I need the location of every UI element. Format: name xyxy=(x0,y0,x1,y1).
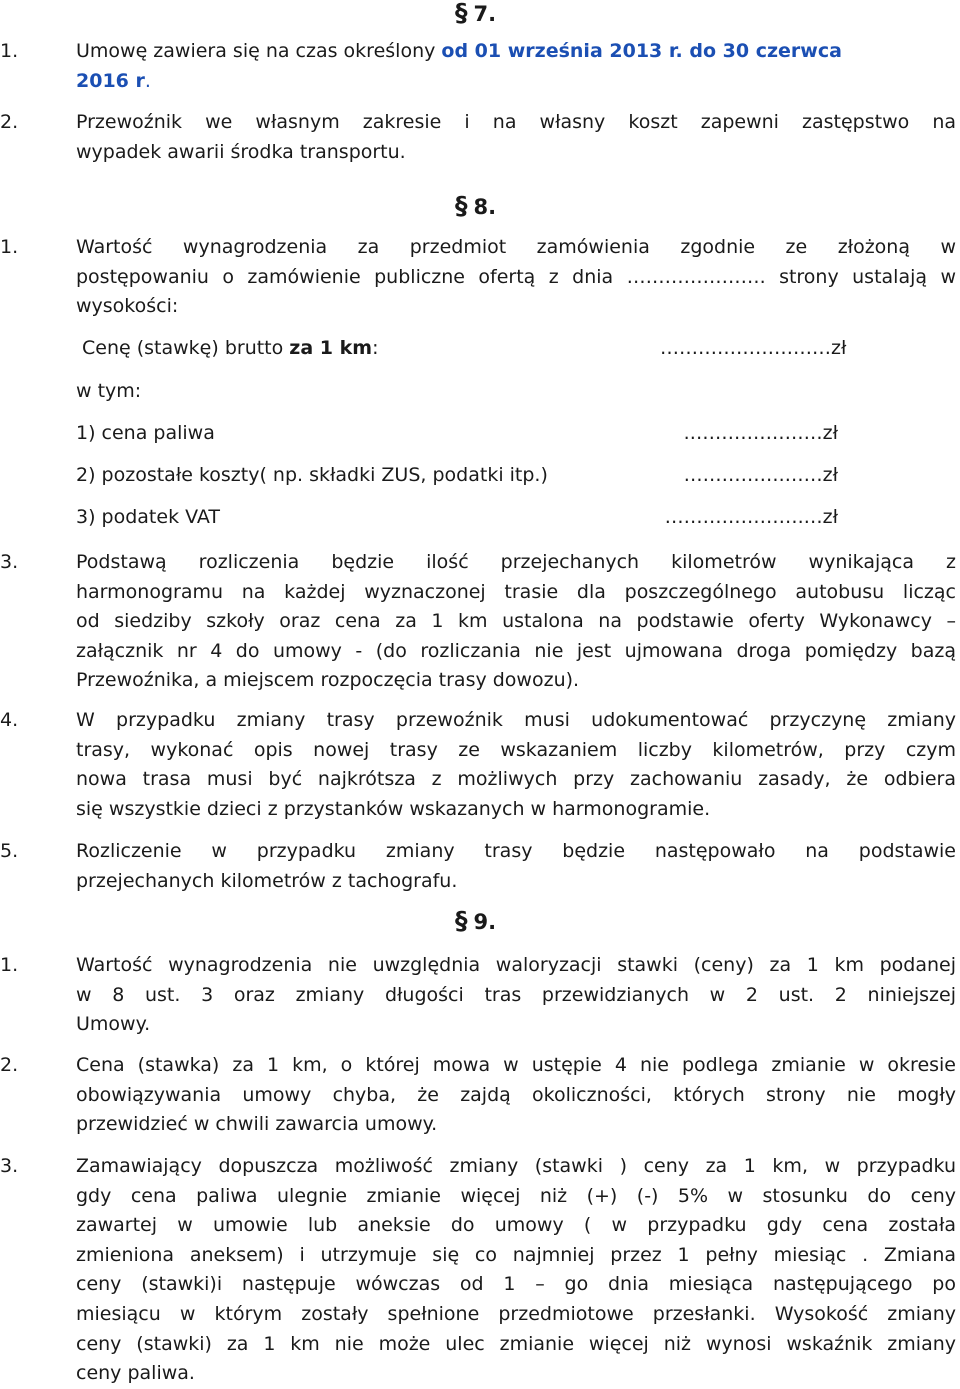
s7-item-1-number: 1. xyxy=(0,40,19,62)
price-label: Cenę (stawkę) brutto za 1 km: xyxy=(82,337,379,359)
section-sign-icon: § xyxy=(455,191,468,220)
s8-item-4-line: nowa trasa musi być najkrótsza z możliwych przy zachowaniu zasady, że odbiera xyxy=(76,768,956,791)
s8-item-3-number: 3. xyxy=(0,551,19,573)
component-3-label: 3) podatek VAT xyxy=(76,506,221,528)
s9-item-1-line: Umowy. xyxy=(76,1013,151,1036)
s7-item-1-period-end: 2016 r xyxy=(76,69,145,92)
s8-item-4-line: się wszystkie dzieci z przystanków wskazanych w harmonogramie. xyxy=(76,797,711,820)
s8-item-1-line-1: Wartość wynagrodzenia za przedmiot zamówienia zgodnie ze złożoną w xyxy=(76,236,956,258)
s8-item-3-line: od siedziby szkoły oraz cena za 1 km ustalona na podstawie oferty Wykonawcy – xyxy=(76,610,956,633)
s7-item-2 xyxy=(0,108,960,167)
s9-item-1-line: Wartość wynagrodzenia nie uwzględnia waloryzacji stawki (ceny) za 1 km podanej xyxy=(76,954,956,976)
component-1-label: 1) cena paliwa xyxy=(76,422,215,444)
s8-item-1-number: 1. xyxy=(0,236,19,258)
s7-item-2-line-2: wypadek awarii środka transportu. xyxy=(76,140,406,163)
section-7-heading: § 7. xyxy=(455,0,497,27)
component-1-amount: .…………………zł xyxy=(683,422,838,444)
s9-item-3-line: miesiącu w którym zostały spełnione przedmiotowe przesłanki. Wysokość zmiany xyxy=(76,1302,956,1325)
s7-item-1 xyxy=(0,37,960,96)
s9-item-1 xyxy=(0,951,960,1040)
price-unit: za 1 km xyxy=(289,337,373,359)
s7-item-2-line-1: Przewoźnik we własnym zakresie i na własny koszt zapewni zastępstwo na xyxy=(76,111,956,133)
section-sign-icon: § xyxy=(455,906,468,935)
s9-item-3-line: ceny (stawki)i następuje wówczas od 1 – go dnia miesiąca następującego po xyxy=(76,1273,956,1296)
s9-item-2-number: 2. xyxy=(0,1054,19,1076)
s7-item-1-period: od 01 września 2013 r. do 30 czerwca xyxy=(441,40,842,62)
s9-item-3-line: zmieniona aneksem) i utrzymuje się co najmniej przez 1 pełny miesiąc . Zmiana xyxy=(76,1243,956,1266)
s8-item-5-line: Rozliczenie w przypadku zmiany trasy będzie następowało na podstawie xyxy=(76,840,956,862)
s9-item-3-line: zawartej w umowie lub aneksie do umowy ( w przypadku gdy cena została xyxy=(76,1214,956,1237)
s9-item-3-line: gdy cena paliwa ulegnie zmianie więcej niż (+) (-) 5% w stosunku do ceny xyxy=(76,1184,956,1207)
s8-item-5-number: 5. xyxy=(0,840,19,862)
s8-item-3-line: Przewoźnika, a miejscem rozpoczęcia trasy dowozu). xyxy=(76,669,580,692)
s8-item-3 xyxy=(0,548,960,696)
s9-item-3-number: 3. xyxy=(0,1155,19,1177)
s8-item-5 xyxy=(0,837,960,896)
s9-item-2-line: Cena (stawka) za 1 km, o której mowa w ustępie 4 nie podlega zmianie w okresie xyxy=(76,1054,956,1076)
s8-item-4-line: trasy, wykonać opis nowej trasy ze wskazaniem liczby kilometrów, przy czym xyxy=(76,738,956,761)
component-2-amount: …………….……zł xyxy=(683,464,838,486)
s8-item-5-line: przejechanych kilometrów z tachografu. xyxy=(76,869,458,892)
s9-item-1-line: w 8 ust. 3 oraz zmiany długości tras przewidzianych w 2 ust. 2 niniejszej xyxy=(76,983,956,1006)
components-label: w tym: xyxy=(76,380,142,402)
s9-item-3 xyxy=(0,1152,960,1389)
section-sign-icon: § xyxy=(455,0,468,27)
s9-item-1-number: 1. xyxy=(0,954,19,976)
s9-item-3-line: ceny paliwa. xyxy=(76,1362,195,1385)
s8-item-1-line-2: postępowaniu o zamówienie publiczne ofertą z dnia …………………. strony ustalają w xyxy=(76,265,956,288)
s8-item-1 xyxy=(0,233,960,322)
s9-item-2 xyxy=(0,1051,960,1140)
section-8-heading: § 8. xyxy=(455,191,497,220)
s8-item-3-line: harmonogramu na każdej wyznaczonej trasie dla poszczególnego autobusu licząc xyxy=(76,580,956,603)
s9-item-2-line: przewidzieć w chwili zawarcia umowy. xyxy=(76,1113,438,1136)
component-2-label: 2) pozostałe koszty( np. składki ZUS, podatki itp.) xyxy=(76,464,548,486)
s7-item-1-period-dot: . xyxy=(144,69,151,92)
s8-item-3-line: załącznik nr 4 do umowy - (do rozliczania nie jest ujmowana droga pomiędzy bazą xyxy=(76,639,956,662)
s9-item-2-line: obowiązywania umowy chyba, że zajdą okoliczności, których strony nie mogły xyxy=(76,1083,956,1106)
section-9-heading: § 9. xyxy=(455,906,497,935)
s7-item-1-text: Umowę zawiera się na czas określony xyxy=(76,40,442,62)
s8-item-4-line: W przypadku zmiany trasy przewoźnik musi udokumentować przyczynę zmiany xyxy=(76,709,956,731)
price-amount-field: ………………………zł xyxy=(660,337,847,359)
s9-item-3-line: ceny (stawki) za 1 km nie może ulec zmianie więcej niż wynosi wskaźnik zmiany xyxy=(76,1332,956,1355)
s8-item-3-line: Podstawą rozliczenia będzie ilość przejechanych kilometrów wynikająca z xyxy=(76,551,956,573)
s7-item-2-number: 2. xyxy=(0,111,19,133)
s8-item-4-number: 4. xyxy=(0,709,19,731)
s9-item-3-line: Zamawiający dopuszcza możliwość zmiany (stawki ) ceny za 1 km, w przypadku xyxy=(76,1155,956,1177)
s8-item-1-line-3: wysokości: xyxy=(76,295,179,318)
component-3-amount: ………………….…zł xyxy=(664,506,838,528)
s8-item-4 xyxy=(0,706,960,824)
